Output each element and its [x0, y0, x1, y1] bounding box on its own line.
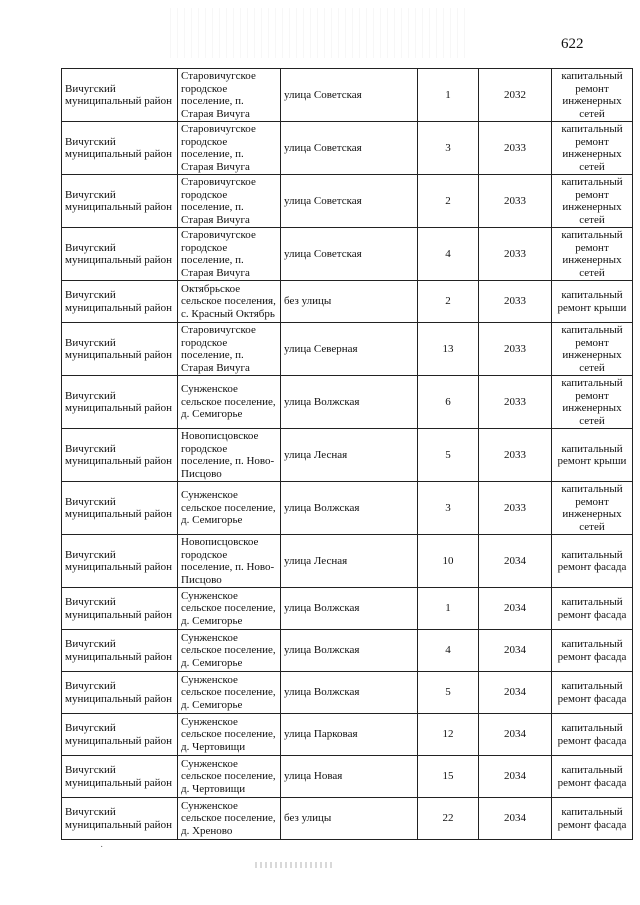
- work-type-cell: капитальный ремонт фасада: [552, 798, 633, 840]
- district-cell: Вичугский муниципальный район: [62, 323, 178, 376]
- district-cell: Вичугский муниципальный район: [62, 588, 178, 630]
- table-row: [62, 323, 633, 376]
- work-type-cell: капитальный ремонт фасада: [552, 630, 633, 672]
- year-cell: 2033: [479, 281, 552, 323]
- work-type-cell: капитальный ремонт крыши: [552, 429, 633, 482]
- settlement-cell: Сунженское сельское поселение, д. Семигорье: [178, 588, 281, 630]
- settlement-cell: Старовичугское городское поселение, п. Старая Вичуга: [178, 175, 281, 228]
- table-row: [62, 588, 633, 630]
- street-cell: улица Лесная: [281, 429, 418, 482]
- district-cell: Вичугский муниципальный район: [62, 429, 178, 482]
- settlement-cell: Старовичугское городское поселение, п. Старая Вичуга: [178, 323, 281, 376]
- settlement-cell: Сунженское сельское поселение, д. Чертовищи: [178, 714, 281, 756]
- district-cell: Вичугский муниципальный район: [62, 630, 178, 672]
- house-number-cell: 22: [418, 798, 479, 840]
- street-cell: улица Волжская: [281, 672, 418, 714]
- work-type-cell: капитальный ремонт инженерных сетей: [552, 482, 633, 535]
- work-type-cell: капитальный ремонт крыши: [552, 281, 633, 323]
- settlement-cell: Сунженское сельское поселение, д. Хреново: [178, 798, 281, 840]
- work-type-cell: капитальный ремонт фасада: [552, 756, 633, 798]
- work-type-cell: капитальный ремонт инженерных сетей: [552, 69, 633, 122]
- house-number-cell: 4: [418, 228, 479, 281]
- settlement-cell: Старовичугское городское поселение, п. Старая Вичуга: [178, 122, 281, 175]
- district-cell: Вичугский муниципальный район: [62, 756, 178, 798]
- table-row: [62, 429, 633, 482]
- year-cell: 2033: [479, 482, 552, 535]
- year-cell: 2034: [479, 798, 552, 840]
- street-cell: улица Волжская: [281, 630, 418, 672]
- settlement-cell: Старовичугское городское поселение, п. Старая Вичуга: [178, 69, 281, 122]
- settlement-cell: Сунженское сельское поселение, д. Семигорье: [178, 672, 281, 714]
- house-number-cell: 2: [418, 175, 479, 228]
- work-type-cell: капитальный ремонт фасада: [552, 588, 633, 630]
- street-cell: улица Волжская: [281, 376, 418, 429]
- work-type-cell: капитальный ремонт инженерных сетей: [552, 122, 633, 175]
- district-cell: Вичугский муниципальный район: [62, 482, 178, 535]
- year-cell: 2034: [479, 714, 552, 756]
- district-cell: Вичугский муниципальный район: [62, 281, 178, 323]
- table-row: [62, 535, 633, 588]
- house-number-cell: 5: [418, 429, 479, 482]
- year-cell: 2034: [479, 535, 552, 588]
- street-cell: без улицы: [281, 798, 418, 840]
- street-cell: улица Советская: [281, 228, 418, 281]
- settlement-cell: Сунженское сельское поселение, д. Семигорье: [178, 630, 281, 672]
- table-row: [62, 482, 633, 535]
- year-cell: 2033: [479, 228, 552, 281]
- table-row: [62, 376, 633, 429]
- year-cell: 2034: [479, 672, 552, 714]
- street-cell: улица Волжская: [281, 588, 418, 630]
- settlement-cell: Новописцовское городское поселение, п. Ново-Писцово: [178, 535, 281, 588]
- page-number: 622: [561, 36, 584, 52]
- year-cell: 2032: [479, 69, 552, 122]
- district-cell: Вичугский муниципальный район: [62, 714, 178, 756]
- work-type-cell: капитальный ремонт фасада: [552, 535, 633, 588]
- table-body: [62, 69, 633, 840]
- settlement-cell: Октябрьское сельское поселения, с. Красный Октябрь: [178, 281, 281, 323]
- table-row: [62, 69, 633, 122]
- table-row: [62, 281, 633, 323]
- district-cell: Вичугский муниципальный район: [62, 672, 178, 714]
- house-number-cell: 13: [418, 323, 479, 376]
- year-cell: 2033: [479, 429, 552, 482]
- street-cell: улица Парковая: [281, 714, 418, 756]
- street-cell: улица Советская: [281, 122, 418, 175]
- street-cell: улица Новая: [281, 756, 418, 798]
- year-cell: 2033: [479, 323, 552, 376]
- table-row: [62, 714, 633, 756]
- street-cell: улица Северная: [281, 323, 418, 376]
- district-cell: Вичугский муниципальный район: [62, 376, 178, 429]
- work-type-cell: капитальный ремонт инженерных сетей: [552, 175, 633, 228]
- house-number-cell: 2: [418, 281, 479, 323]
- house-number-cell: 10: [418, 535, 479, 588]
- table-row: [62, 630, 633, 672]
- house-number-cell: 3: [418, 122, 479, 175]
- year-cell: 2033: [479, 376, 552, 429]
- house-number-cell: 1: [418, 588, 479, 630]
- house-number-cell: 5: [418, 672, 479, 714]
- work-type-cell: капитальный ремонт инженерных сетей: [552, 323, 633, 376]
- house-number-cell: 4: [418, 630, 479, 672]
- settlement-cell: Сунженское сельское поселение, д. Семигорье: [178, 482, 281, 535]
- table-row: [62, 175, 633, 228]
- district-cell: Вичугский муниципальный район: [62, 535, 178, 588]
- district-cell: Вичугский муниципальный район: [62, 69, 178, 122]
- house-number-cell: 3: [418, 482, 479, 535]
- street-cell: улица Волжская: [281, 482, 418, 535]
- scan-noise: [170, 8, 470, 58]
- table-row: [62, 672, 633, 714]
- house-number-cell: 6: [418, 376, 479, 429]
- work-type-cell: капитальный ремонт инженерных сетей: [552, 376, 633, 429]
- work-type-cell: капитальный ремонт инженерных сетей: [552, 228, 633, 281]
- district-cell: Вичугский муниципальный район: [62, 175, 178, 228]
- house-number-cell: 1: [418, 69, 479, 122]
- repair-schedule-table: [61, 68, 633, 840]
- work-type-cell: капитальный ремонт фасада: [552, 672, 633, 714]
- street-cell: улица Советская: [281, 175, 418, 228]
- house-number-cell: 12: [418, 714, 479, 756]
- work-type-cell: капитальный ремонт фасада: [552, 714, 633, 756]
- district-cell: Вичугский муниципальный район: [62, 228, 178, 281]
- year-cell: 2034: [479, 588, 552, 630]
- table-row: [62, 228, 633, 281]
- street-cell: без улицы: [281, 281, 418, 323]
- scan-footer-mark: [255, 862, 335, 868]
- settlement-cell: Сунженское сельское поселение, д. Семигорье: [178, 376, 281, 429]
- street-cell: улица Лесная: [281, 535, 418, 588]
- scan-tick-mark: ˙: [100, 845, 104, 856]
- year-cell: 2034: [479, 756, 552, 798]
- table-row: [62, 798, 633, 840]
- table-row: [62, 756, 633, 798]
- street-cell: улица Советская: [281, 69, 418, 122]
- settlement-cell: Старовичугское городское поселение, п. Старая Вичуга: [178, 228, 281, 281]
- table-row: [62, 122, 633, 175]
- year-cell: 2033: [479, 175, 552, 228]
- district-cell: Вичугский муниципальный район: [62, 798, 178, 840]
- year-cell: 2034: [479, 630, 552, 672]
- district-cell: Вичугский муниципальный район: [62, 122, 178, 175]
- house-number-cell: 15: [418, 756, 479, 798]
- year-cell: 2033: [479, 122, 552, 175]
- settlement-cell: Сунженское сельское поселение, д. Чертовищи: [178, 756, 281, 798]
- settlement-cell: Новописцовское городское поселение, п. Ново-Писцово: [178, 429, 281, 482]
